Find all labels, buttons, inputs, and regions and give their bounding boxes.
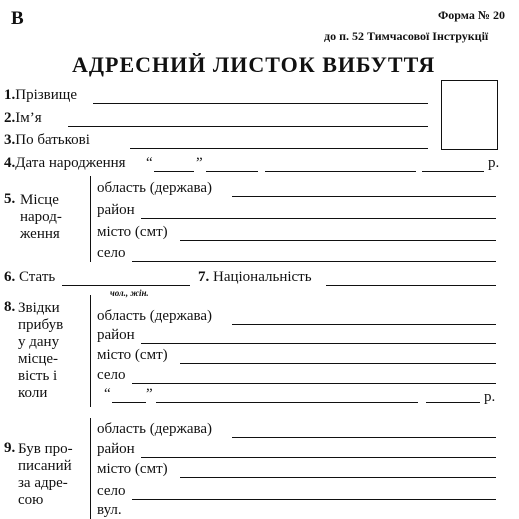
arrived-month-line[interactable] — [156, 402, 418, 403]
field-birth-date-label: 4.Дата народження — [4, 155, 126, 171]
instruction-reference: до п. 52 Тимчасової Інструкції — [324, 29, 489, 43]
field-surname-label: 1.Прізвище — [4, 87, 77, 103]
arrived-day-line[interactable] — [112, 402, 146, 403]
birth-date-quote-open: “ — [146, 155, 153, 171]
form-number: Форма № 20 — [438, 8, 505, 22]
field-sex-label: 6. Стать — [4, 269, 56, 285]
registered-district-label: район — [97, 441, 135, 457]
arrived-region-line[interactable] — [232, 324, 496, 325]
birth-day-line[interactable] — [154, 171, 194, 172]
nationality-line[interactable] — [326, 285, 496, 286]
name-line[interactable] — [68, 126, 428, 127]
surname-line[interactable] — [93, 103, 428, 104]
arrived-city-label: місто (смт) — [97, 347, 168, 363]
registered-city-label: місто (смт) — [97, 461, 168, 477]
registered-region-line[interactable] — [232, 437, 496, 438]
birth-month-line-2[interactable] — [265, 171, 416, 172]
birth-region-line[interactable] — [232, 196, 496, 197]
field-patronymic-label: 3.По батькові — [4, 132, 90, 148]
birth-district-line[interactable] — [141, 218, 496, 219]
birth-year-suffix: р. — [488, 155, 500, 171]
arrived-village-label: село — [97, 367, 126, 383]
registered-district-line[interactable] — [141, 457, 496, 458]
birth-village-line[interactable] — [132, 261, 496, 262]
birth-month-line[interactable] — [206, 171, 258, 172]
birth-date-quote-close: ” — [196, 155, 203, 171]
arrived-year-line[interactable] — [426, 402, 480, 403]
arrived-year-suffix: р. — [484, 389, 496, 405]
field-arrived-from-num: 8. — [4, 299, 16, 315]
arrived-city-line[interactable] — [180, 363, 496, 364]
birth-place-divider — [90, 176, 91, 262]
birth-district-label: район — [97, 202, 135, 218]
arrived-village-line[interactable] — [132, 383, 496, 384]
arrived-region-label: область (держава) — [97, 308, 213, 324]
birth-city-label: місто (смт) — [97, 224, 168, 240]
arrived-district-label: район — [97, 327, 135, 343]
birth-city-line[interactable] — [180, 240, 496, 241]
registered-street-label: вул. — [97, 502, 122, 518]
field-birth-place-num: 5. — [4, 191, 16, 207]
registered-divider — [90, 418, 91, 519]
field-name-label: 2.Ім’я — [4, 110, 42, 126]
arrived-district-line[interactable] — [141, 343, 496, 344]
birth-village-label: село — [97, 245, 126, 261]
field-registered-label: Був про- писаний за адре- сою — [18, 441, 73, 508]
field-registered-num: 9. — [4, 440, 16, 456]
corner-letter: В — [11, 8, 24, 29]
page-title: АДРЕСНИЙ ЛИСТОК ВИБУТТЯ — [72, 52, 436, 77]
photo-box[interactable] — [441, 80, 498, 150]
registered-village-label: село — [97, 483, 126, 499]
arrived-date-quote-open: “ — [104, 386, 111, 402]
birth-region-label: область (держава) — [97, 180, 213, 196]
field-nationality-label: 7. Національність — [198, 269, 312, 285]
patronymic-line[interactable] — [130, 148, 428, 149]
registered-village-line[interactable] — [132, 499, 496, 500]
registered-city-line[interactable] — [180, 477, 496, 478]
field-arrived-from-label: Звідки прибув у дану місце- вість і коли — [18, 300, 64, 401]
registered-region-label: область (держава) — [97, 421, 213, 437]
arrived-from-divider — [90, 295, 91, 407]
sex-line[interactable] — [62, 285, 190, 286]
sex-hint: чол., жін. — [110, 288, 149, 298]
field-birth-place-label: Місце народ- ження — [20, 192, 62, 242]
arrived-date-quote-close: ” — [146, 386, 153, 402]
birth-year-line[interactable] — [422, 171, 484, 172]
